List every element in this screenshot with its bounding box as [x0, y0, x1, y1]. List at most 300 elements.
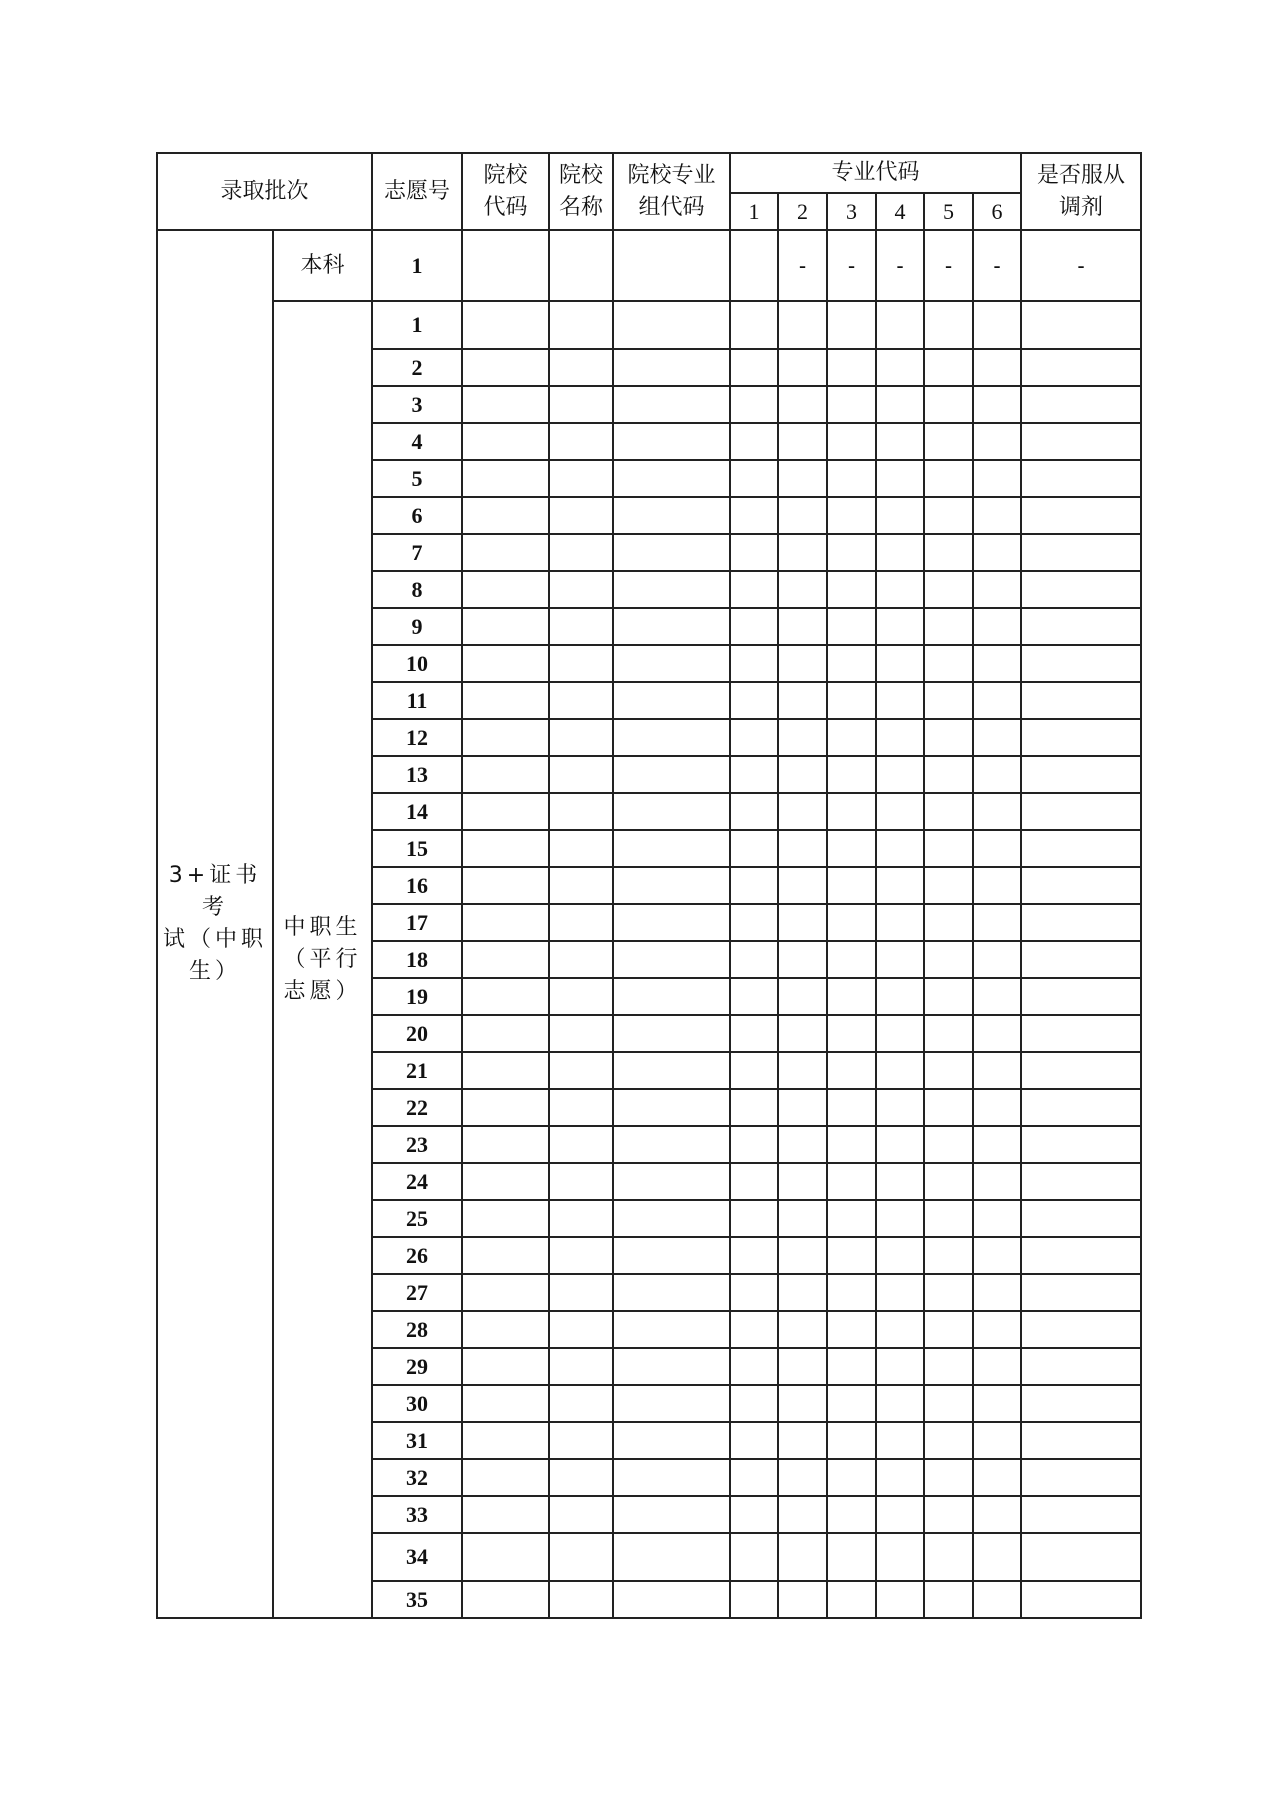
major-1-input[interactable] — [730, 497, 778, 534]
major-2-input[interactable] — [778, 1348, 827, 1385]
adjust-input[interactable] — [1021, 608, 1141, 645]
school-code-input[interactable] — [462, 867, 549, 904]
major-3-input[interactable] — [827, 1126, 876, 1163]
school-name-input[interactable] — [549, 793, 613, 830]
major-5-input[interactable] — [924, 830, 973, 867]
major-6-input[interactable] — [973, 571, 1021, 608]
major-5-input[interactable] — [924, 1237, 973, 1274]
adjust-input[interactable] — [1021, 682, 1141, 719]
school-name-input[interactable] — [549, 1496, 613, 1533]
major-2-input[interactable] — [778, 756, 827, 793]
adjust-input[interactable] — [1021, 1581, 1141, 1618]
school-name-input[interactable] — [549, 460, 613, 497]
school-code-input[interactable] — [462, 386, 549, 423]
major-6-input[interactable] — [973, 460, 1021, 497]
major-5-input[interactable] — [924, 756, 973, 793]
group-code-input[interactable] — [613, 645, 730, 682]
school-name-input[interactable] — [549, 830, 613, 867]
group-code-input[interactable] — [613, 460, 730, 497]
major-4-input[interactable] — [876, 756, 924, 793]
major-4-input[interactable] — [876, 386, 924, 423]
school-code-input[interactable] — [462, 719, 549, 756]
school-name-input[interactable] — [549, 867, 613, 904]
major-3-input[interactable] — [827, 497, 876, 534]
major-4-input[interactable] — [876, 1237, 924, 1274]
school-name-input[interactable] — [549, 497, 613, 534]
adjust-input[interactable] — [1021, 793, 1141, 830]
adjust-input[interactable] — [1021, 756, 1141, 793]
major-5-input[interactable] — [924, 1311, 973, 1348]
major-5-input[interactable] — [924, 1533, 973, 1581]
school-name-input[interactable] — [549, 534, 613, 571]
adjust-input[interactable] — [1021, 1459, 1141, 1496]
school-name-input[interactable] — [549, 1385, 613, 1422]
major-1-input[interactable] — [730, 793, 778, 830]
major-3-input[interactable] — [827, 1015, 876, 1052]
school-name-input[interactable] — [549, 1533, 613, 1581]
major-2-input[interactable] — [778, 497, 827, 534]
major-2-input[interactable] — [778, 1274, 827, 1311]
major-4-input[interactable] — [876, 867, 924, 904]
major-1-input[interactable] — [730, 423, 778, 460]
group-code-input[interactable] — [613, 1496, 730, 1533]
school-name-input[interactable] — [549, 1459, 613, 1496]
major-6-input[interactable] — [973, 497, 1021, 534]
major-4-input[interactable] — [876, 719, 924, 756]
adjust-input[interactable] — [1021, 1496, 1141, 1533]
adjust-input[interactable] — [1021, 1163, 1141, 1200]
school-name-input[interactable] — [549, 1163, 613, 1200]
major-5-input[interactable] — [924, 1496, 973, 1533]
group-code-input[interactable] — [613, 1052, 730, 1089]
school-code-input[interactable] — [462, 608, 549, 645]
major-2-input[interactable] — [778, 1496, 827, 1533]
major-4-input[interactable] — [876, 1496, 924, 1533]
school-name-input[interactable] — [549, 386, 613, 423]
adjust-input[interactable] — [1021, 1052, 1141, 1089]
major-2-input[interactable] — [778, 301, 827, 349]
major-4-input[interactable] — [876, 1126, 924, 1163]
major-2-input[interactable] — [778, 941, 827, 978]
major-5-input[interactable] — [924, 645, 973, 682]
major-4-input[interactable] — [876, 1385, 924, 1422]
major-1-input[interactable] — [730, 1274, 778, 1311]
undergrad-major-1-input[interactable] — [730, 230, 778, 301]
major-4-input[interactable] — [876, 1459, 924, 1496]
group-code-input[interactable] — [613, 719, 730, 756]
school-name-input[interactable] — [549, 1052, 613, 1089]
major-3-input[interactable] — [827, 978, 876, 1015]
school-name-input[interactable] — [549, 1015, 613, 1052]
major-2-input[interactable] — [778, 682, 827, 719]
school-name-input[interactable] — [549, 571, 613, 608]
major-2-input[interactable] — [778, 719, 827, 756]
major-4-input[interactable] — [876, 793, 924, 830]
adjust-input[interactable] — [1021, 1237, 1141, 1274]
group-code-input[interactable] — [613, 904, 730, 941]
group-code-input[interactable] — [613, 349, 730, 386]
adjust-input[interactable] — [1021, 719, 1141, 756]
adjust-input[interactable] — [1021, 571, 1141, 608]
adjust-input[interactable] — [1021, 497, 1141, 534]
major-3-input[interactable] — [827, 1237, 876, 1274]
major-1-input[interactable] — [730, 1533, 778, 1581]
major-5-input[interactable] — [924, 1385, 973, 1422]
major-4-input[interactable] — [876, 1274, 924, 1311]
group-code-input[interactable] — [613, 1533, 730, 1581]
major-6-input[interactable] — [973, 1015, 1021, 1052]
major-1-input[interactable] — [730, 682, 778, 719]
group-code-input[interactable] — [613, 941, 730, 978]
major-3-input[interactable] — [827, 571, 876, 608]
major-4-input[interactable] — [876, 349, 924, 386]
adjust-input[interactable] — [1021, 1015, 1141, 1052]
group-code-input[interactable] — [613, 978, 730, 1015]
school-name-input[interactable] — [549, 301, 613, 349]
major-3-input[interactable] — [827, 1496, 876, 1533]
group-code-input[interactable] — [613, 1581, 730, 1618]
major-2-input[interactable] — [778, 645, 827, 682]
school-name-input[interactable] — [549, 1311, 613, 1348]
school-code-input[interactable] — [462, 830, 549, 867]
major-2-input[interactable] — [778, 386, 827, 423]
major-6-input[interactable] — [973, 793, 1021, 830]
major-6-input[interactable] — [973, 645, 1021, 682]
school-code-input[interactable] — [462, 423, 549, 460]
major-6-input[interactable] — [973, 756, 1021, 793]
adjust-input[interactable] — [1021, 1311, 1141, 1348]
major-3-input[interactable] — [827, 1274, 876, 1311]
major-3-input[interactable] — [827, 460, 876, 497]
school-code-input[interactable] — [462, 571, 549, 608]
school-name-input[interactable] — [549, 645, 613, 682]
major-2-input[interactable] — [778, 1163, 827, 1200]
major-6-input[interactable] — [973, 301, 1021, 349]
major-1-input[interactable] — [730, 1422, 778, 1459]
adjust-input[interactable] — [1021, 941, 1141, 978]
major-3-input[interactable] — [827, 1459, 876, 1496]
adjust-input[interactable] — [1021, 534, 1141, 571]
major-5-input[interactable] — [924, 941, 973, 978]
major-2-input[interactable] — [778, 1015, 827, 1052]
group-code-input[interactable] — [613, 793, 730, 830]
major-2-input[interactable] — [778, 830, 827, 867]
major-1-input[interactable] — [730, 1459, 778, 1496]
school-name-input[interactable] — [549, 423, 613, 460]
major-4-input[interactable] — [876, 301, 924, 349]
major-2-input[interactable] — [778, 349, 827, 386]
major-4-input[interactable] — [876, 645, 924, 682]
major-4-input[interactable] — [876, 1422, 924, 1459]
adjust-input[interactable] — [1021, 1200, 1141, 1237]
major-2-input[interactable] — [778, 793, 827, 830]
major-3-input[interactable] — [827, 1200, 876, 1237]
major-2-input[interactable] — [778, 534, 827, 571]
major-3-input[interactable] — [827, 645, 876, 682]
school-code-input[interactable] — [462, 793, 549, 830]
major-3-input[interactable] — [827, 756, 876, 793]
major-1-input[interactable] — [730, 1089, 778, 1126]
major-1-input[interactable] — [730, 645, 778, 682]
major-5-input[interactable] — [924, 349, 973, 386]
group-code-input[interactable] — [613, 1311, 730, 1348]
group-code-input[interactable] — [613, 1385, 730, 1422]
major-3-input[interactable] — [827, 301, 876, 349]
major-2-input[interactable] — [778, 571, 827, 608]
school-code-input[interactable] — [462, 1089, 549, 1126]
school-name-input[interactable] — [549, 1126, 613, 1163]
adjust-input[interactable] — [1021, 301, 1141, 349]
major-1-input[interactable] — [730, 1052, 778, 1089]
major-5-input[interactable] — [924, 571, 973, 608]
major-4-input[interactable] — [876, 1348, 924, 1385]
major-6-input[interactable] — [973, 1581, 1021, 1618]
school-code-input[interactable] — [462, 1581, 549, 1618]
school-code-input[interactable] — [462, 1459, 549, 1496]
adjust-input[interactable] — [1021, 1385, 1141, 1422]
major-2-input[interactable] — [778, 1422, 827, 1459]
school-code-input[interactable] — [462, 1385, 549, 1422]
school-code-input[interactable] — [462, 460, 549, 497]
school-name-input[interactable] — [549, 682, 613, 719]
adjust-input[interactable] — [1021, 830, 1141, 867]
major-3-input[interactable] — [827, 1581, 876, 1618]
major-5-input[interactable] — [924, 460, 973, 497]
major-5-input[interactable] — [924, 793, 973, 830]
major-2-input[interactable] — [778, 1533, 827, 1581]
school-code-input[interactable] — [462, 1274, 549, 1311]
school-name-input[interactable] — [549, 1274, 613, 1311]
school-code-input[interactable] — [462, 1200, 549, 1237]
major-2-input[interactable] — [778, 608, 827, 645]
major-1-input[interactable] — [730, 386, 778, 423]
school-name-input[interactable] — [549, 1581, 613, 1618]
adjust-input[interactable] — [1021, 867, 1141, 904]
school-code-input[interactable] — [462, 1237, 549, 1274]
undergrad-school-name-input[interactable] — [549, 230, 613, 301]
adjust-input[interactable] — [1021, 1089, 1141, 1126]
school-code-input[interactable] — [462, 1311, 549, 1348]
major-6-input[interactable] — [973, 608, 1021, 645]
group-code-input[interactable] — [613, 830, 730, 867]
adjust-input[interactable] — [1021, 1422, 1141, 1459]
major-5-input[interactable] — [924, 1089, 973, 1126]
school-code-input[interactable] — [462, 1163, 549, 1200]
major-2-input[interactable] — [778, 460, 827, 497]
school-code-input[interactable] — [462, 301, 549, 349]
group-code-input[interactable] — [613, 423, 730, 460]
major-6-input[interactable] — [973, 682, 1021, 719]
major-1-input[interactable] — [730, 608, 778, 645]
group-code-input[interactable] — [613, 1422, 730, 1459]
major-6-input[interactable] — [973, 423, 1021, 460]
major-1-input[interactable] — [730, 904, 778, 941]
major-1-input[interactable] — [730, 1126, 778, 1163]
major-4-input[interactable] — [876, 1052, 924, 1089]
major-6-input[interactable] — [973, 1533, 1021, 1581]
school-name-input[interactable] — [549, 941, 613, 978]
major-4-input[interactable] — [876, 1581, 924, 1618]
school-name-input[interactable] — [549, 756, 613, 793]
school-code-input[interactable] — [462, 1422, 549, 1459]
major-4-input[interactable] — [876, 1200, 924, 1237]
major-5-input[interactable] — [924, 1126, 973, 1163]
major-6-input[interactable] — [973, 386, 1021, 423]
major-5-input[interactable] — [924, 608, 973, 645]
school-name-input[interactable] — [549, 349, 613, 386]
major-6-input[interactable] — [973, 1237, 1021, 1274]
school-code-input[interactable] — [462, 1015, 549, 1052]
major-4-input[interactable] — [876, 1311, 924, 1348]
major-1-input[interactable] — [730, 756, 778, 793]
major-6-input[interactable] — [973, 1126, 1021, 1163]
major-3-input[interactable] — [827, 1311, 876, 1348]
major-1-input[interactable] — [730, 1581, 778, 1618]
major-1-input[interactable] — [730, 534, 778, 571]
major-3-input[interactable] — [827, 608, 876, 645]
major-5-input[interactable] — [924, 1581, 973, 1618]
major-3-input[interactable] — [827, 386, 876, 423]
major-2-input[interactable] — [778, 978, 827, 1015]
major-6-input[interactable] — [973, 1422, 1021, 1459]
major-3-input[interactable] — [827, 830, 876, 867]
major-4-input[interactable] — [876, 534, 924, 571]
undergrad-school-code-input[interactable] — [462, 230, 549, 301]
group-code-input[interactable] — [613, 1274, 730, 1311]
major-4-input[interactable] — [876, 830, 924, 867]
major-6-input[interactable] — [973, 1052, 1021, 1089]
major-6-input[interactable] — [973, 1163, 1021, 1200]
major-6-input[interactable] — [973, 867, 1021, 904]
major-1-input[interactable] — [730, 941, 778, 978]
major-6-input[interactable] — [973, 1385, 1021, 1422]
major-2-input[interactable] — [778, 423, 827, 460]
group-code-input[interactable] — [613, 1126, 730, 1163]
group-code-input[interactable] — [613, 301, 730, 349]
major-1-input[interactable] — [730, 867, 778, 904]
group-code-input[interactable] — [613, 608, 730, 645]
major-5-input[interactable] — [924, 978, 973, 1015]
major-3-input[interactable] — [827, 1533, 876, 1581]
major-5-input[interactable] — [924, 423, 973, 460]
school-name-input[interactable] — [549, 1348, 613, 1385]
adjust-input[interactable] — [1021, 423, 1141, 460]
major-3-input[interactable] — [827, 941, 876, 978]
major-1-input[interactable] — [730, 1348, 778, 1385]
major-6-input[interactable] — [973, 941, 1021, 978]
group-code-input[interactable] — [613, 1089, 730, 1126]
adjust-input[interactable] — [1021, 1348, 1141, 1385]
group-code-input[interactable] — [613, 1200, 730, 1237]
major-5-input[interactable] — [924, 1052, 973, 1089]
major-6-input[interactable] — [973, 1200, 1021, 1237]
major-3-input[interactable] — [827, 867, 876, 904]
major-4-input[interactable] — [876, 423, 924, 460]
major-1-input[interactable] — [730, 1015, 778, 1052]
school-name-input[interactable] — [549, 1089, 613, 1126]
major-1-input[interactable] — [730, 460, 778, 497]
major-3-input[interactable] — [827, 1385, 876, 1422]
major-3-input[interactable] — [827, 904, 876, 941]
major-2-input[interactable] — [778, 1200, 827, 1237]
major-5-input[interactable] — [924, 1422, 973, 1459]
group-code-input[interactable] — [613, 1237, 730, 1274]
major-4-input[interactable] — [876, 571, 924, 608]
major-5-input[interactable] — [924, 301, 973, 349]
group-code-input[interactable] — [613, 534, 730, 571]
major-6-input[interactable] — [973, 534, 1021, 571]
major-5-input[interactable] — [924, 904, 973, 941]
major-6-input[interactable] — [973, 1274, 1021, 1311]
major-4-input[interactable] — [876, 1533, 924, 1581]
major-4-input[interactable] — [876, 1015, 924, 1052]
major-2-input[interactable] — [778, 904, 827, 941]
group-code-input[interactable] — [613, 1015, 730, 1052]
major-2-input[interactable] — [778, 1311, 827, 1348]
school-code-input[interactable] — [462, 978, 549, 1015]
adjust-input[interactable] — [1021, 645, 1141, 682]
major-5-input[interactable] — [924, 1163, 973, 1200]
major-5-input[interactable] — [924, 719, 973, 756]
major-1-input[interactable] — [730, 349, 778, 386]
adjust-input[interactable] — [1021, 978, 1141, 1015]
adjust-input[interactable] — [1021, 1274, 1141, 1311]
school-code-input[interactable] — [462, 941, 549, 978]
major-1-input[interactable] — [730, 1200, 778, 1237]
major-5-input[interactable] — [924, 867, 973, 904]
school-code-input[interactable] — [462, 1533, 549, 1581]
group-code-input[interactable] — [613, 386, 730, 423]
group-code-input[interactable] — [613, 682, 730, 719]
school-code-input[interactable] — [462, 682, 549, 719]
school-name-input[interactable] — [549, 1422, 613, 1459]
major-2-input[interactable] — [778, 867, 827, 904]
group-code-input[interactable] — [613, 571, 730, 608]
major-6-input[interactable] — [973, 1311, 1021, 1348]
major-4-input[interactable] — [876, 682, 924, 719]
major-6-input[interactable] — [973, 904, 1021, 941]
major-3-input[interactable] — [827, 1089, 876, 1126]
major-5-input[interactable] — [924, 1015, 973, 1052]
adjust-input[interactable] — [1021, 1126, 1141, 1163]
school-name-input[interactable] — [549, 904, 613, 941]
major-3-input[interactable] — [827, 1163, 876, 1200]
major-5-input[interactable] — [924, 1348, 973, 1385]
major-3-input[interactable] — [827, 682, 876, 719]
group-code-input[interactable] — [613, 756, 730, 793]
group-code-input[interactable] — [613, 1163, 730, 1200]
major-2-input[interactable] — [778, 1237, 827, 1274]
school-code-input[interactable] — [462, 497, 549, 534]
school-name-input[interactable] — [549, 1237, 613, 1274]
school-name-input[interactable] — [549, 608, 613, 645]
adjust-input[interactable] — [1021, 904, 1141, 941]
school-code-input[interactable] — [462, 534, 549, 571]
school-name-input[interactable] — [549, 719, 613, 756]
major-4-input[interactable] — [876, 978, 924, 1015]
major-5-input[interactable] — [924, 497, 973, 534]
major-6-input[interactable] — [973, 719, 1021, 756]
school-name-input[interactable] — [549, 978, 613, 1015]
major-1-input[interactable] — [730, 1163, 778, 1200]
major-3-input[interactable] — [827, 1422, 876, 1459]
school-code-input[interactable] — [462, 904, 549, 941]
major-6-input[interactable] — [973, 1348, 1021, 1385]
school-code-input[interactable] — [462, 1126, 549, 1163]
school-name-input[interactable] — [549, 1200, 613, 1237]
major-6-input[interactable] — [973, 830, 1021, 867]
major-1-input[interactable] — [730, 978, 778, 1015]
